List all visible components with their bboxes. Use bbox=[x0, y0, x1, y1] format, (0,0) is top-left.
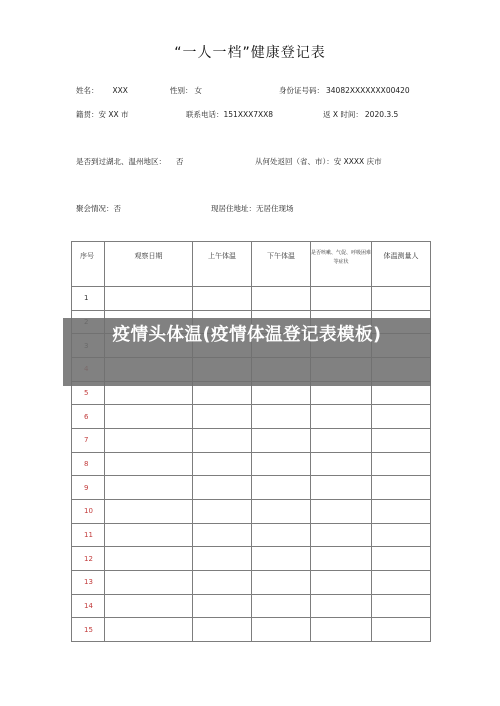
table-cell bbox=[193, 547, 252, 571]
row-number: 8 bbox=[72, 452, 105, 476]
from-field bbox=[255, 156, 382, 167]
origin-field bbox=[76, 109, 129, 120]
table-cell bbox=[372, 570, 431, 594]
id-label: 身份证号码： bbox=[279, 86, 324, 95]
table-cell bbox=[252, 523, 311, 547]
table-cell bbox=[372, 523, 431, 547]
row-number: 10 bbox=[72, 499, 105, 523]
table-cell bbox=[372, 547, 431, 571]
header-symptoms: 是否咳嗽、气促、呼吸困难等症状 bbox=[311, 242, 372, 287]
table-header-row bbox=[72, 242, 431, 287]
phone-value: 151XXX7XX8 bbox=[223, 110, 274, 119]
table-cell bbox=[311, 405, 372, 429]
table-cell bbox=[105, 405, 193, 429]
header-am-temp: 上午体温 bbox=[193, 242, 252, 287]
table-cell bbox=[105, 452, 193, 476]
from-value: 安 XXXX 庆市 bbox=[333, 157, 382, 166]
gender-value: 女 bbox=[194, 86, 202, 95]
table-cell bbox=[252, 594, 311, 618]
table-cell bbox=[311, 547, 372, 571]
header-measurer: 体温测量人 bbox=[372, 242, 431, 287]
table-cell bbox=[105, 476, 193, 500]
table-row bbox=[72, 594, 431, 618]
table-cell bbox=[252, 428, 311, 452]
table-cell bbox=[193, 523, 252, 547]
table-cell bbox=[252, 452, 311, 476]
visited-label: 是否到过湖北、温州地区： bbox=[76, 157, 166, 166]
row-number: 12 bbox=[72, 547, 105, 571]
table-cell bbox=[105, 547, 193, 571]
table-cell bbox=[105, 287, 193, 311]
table-cell bbox=[311, 594, 372, 618]
row-number: 1 bbox=[72, 287, 105, 311]
address-value: 无居住现场 bbox=[256, 204, 294, 213]
table-cell bbox=[311, 523, 372, 547]
table-cell bbox=[193, 452, 252, 476]
origin-value: 安 XX 市 bbox=[98, 110, 129, 119]
table-cell bbox=[372, 452, 431, 476]
table-cell bbox=[193, 499, 252, 523]
row-number: 13 bbox=[72, 570, 105, 594]
table-cell bbox=[193, 476, 252, 500]
table-row bbox=[72, 452, 431, 476]
table-cell bbox=[105, 499, 193, 523]
row-number: 15 bbox=[72, 618, 105, 642]
table-cell bbox=[105, 618, 193, 642]
table-row bbox=[72, 523, 431, 547]
visited-field bbox=[76, 156, 184, 167]
table-row bbox=[72, 499, 431, 523]
table-cell bbox=[311, 287, 372, 311]
table-cell bbox=[372, 618, 431, 642]
table-cell bbox=[252, 476, 311, 500]
table-cell bbox=[252, 618, 311, 642]
header-date: 观察日期 bbox=[105, 242, 193, 287]
id-value: 34082XXXXXXX00420 bbox=[326, 86, 410, 95]
phone-field bbox=[186, 109, 273, 120]
table-cell bbox=[252, 405, 311, 429]
table-cell bbox=[193, 618, 252, 642]
name-label: 姓名： bbox=[76, 86, 99, 95]
table-row bbox=[72, 618, 431, 642]
name-field bbox=[76, 85, 128, 96]
table-cell bbox=[193, 405, 252, 429]
gender-field bbox=[170, 85, 202, 96]
table-cell bbox=[372, 594, 431, 618]
table-cell bbox=[311, 499, 372, 523]
table-cell bbox=[252, 570, 311, 594]
table-cell bbox=[311, 570, 372, 594]
name-value: XXX bbox=[112, 86, 128, 95]
address-label: 现居住地址： bbox=[211, 204, 256, 213]
table-cell bbox=[372, 428, 431, 452]
table-cell bbox=[372, 287, 431, 311]
address-field bbox=[211, 203, 294, 214]
table-row bbox=[72, 570, 431, 594]
table-row bbox=[72, 287, 431, 311]
phone-label: 联系电话： bbox=[186, 110, 224, 119]
table-row bbox=[72, 428, 431, 452]
table-row bbox=[72, 476, 431, 500]
table-cell bbox=[311, 618, 372, 642]
table-cell bbox=[105, 594, 193, 618]
gathering-field bbox=[76, 203, 121, 214]
row-number: 11 bbox=[72, 523, 105, 547]
table-cell bbox=[372, 499, 431, 523]
header-pm-temp: 下午体温 bbox=[252, 242, 311, 287]
table-row bbox=[72, 547, 431, 571]
visited-value: 否 bbox=[176, 157, 184, 166]
table-cell bbox=[105, 523, 193, 547]
gender-label: 性别： bbox=[170, 86, 193, 95]
table-cell bbox=[193, 594, 252, 618]
return-value: 2020.3.5 bbox=[364, 110, 399, 119]
row-number: 7 bbox=[72, 428, 105, 452]
table-cell bbox=[372, 405, 431, 429]
row-number: 9 bbox=[72, 476, 105, 500]
row-number: 5 bbox=[72, 381, 105, 405]
table-cell bbox=[311, 452, 372, 476]
registration-table bbox=[71, 241, 431, 642]
gathering-label: 聚会情况： bbox=[76, 204, 114, 213]
id-field bbox=[279, 85, 410, 96]
header-seq: 序号 bbox=[72, 242, 105, 287]
table-row bbox=[72, 405, 431, 429]
banner-title: 疫情头体温(疫情体温登记表模板) bbox=[112, 325, 382, 345]
row-number: 14 bbox=[72, 594, 105, 618]
table-cell bbox=[193, 428, 252, 452]
return-label: 返 X 时间： bbox=[323, 110, 363, 119]
row-number: 6 bbox=[72, 405, 105, 429]
table-cell bbox=[193, 570, 252, 594]
table-cell bbox=[105, 428, 193, 452]
table-cell bbox=[311, 476, 372, 500]
gathering-value: 否 bbox=[113, 204, 121, 213]
table-cell bbox=[311, 428, 372, 452]
table-cell bbox=[105, 570, 193, 594]
table-cell bbox=[193, 287, 252, 311]
table-cell bbox=[372, 476, 431, 500]
from-label: 从何处返回（省、市）： bbox=[255, 157, 334, 166]
return-field bbox=[323, 109, 398, 120]
table-cell bbox=[252, 287, 311, 311]
origin-label: 籍贯： bbox=[76, 110, 99, 119]
document-title: “一人一档”健康登记表 bbox=[174, 45, 326, 61]
table-cell bbox=[252, 547, 311, 571]
table-cell bbox=[252, 499, 311, 523]
